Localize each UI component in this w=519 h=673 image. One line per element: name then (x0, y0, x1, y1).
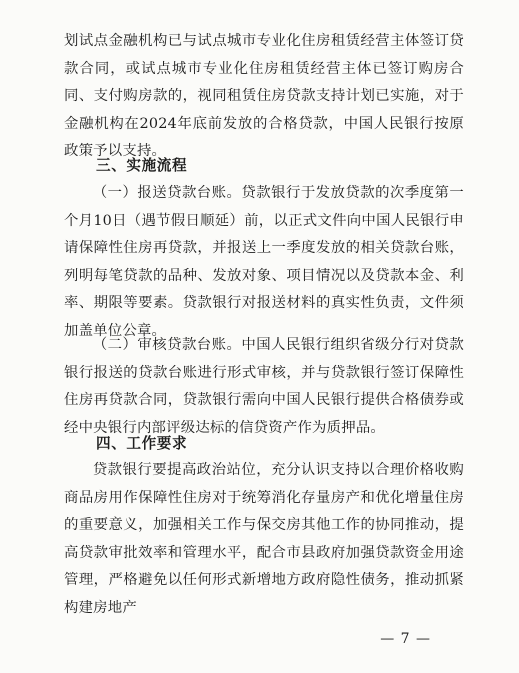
section-4-paragraph-1: 贷款银行要提高政治站位，充分认识支持以合理价格收购商品房用作保障性住房对于统筹消化存量房产和优化增量住房的重要意义，加强相关工作与保交房其他工作的协同推动，提高贷款审批效率和管理水平，配合市县政府加强贷款资金用途管理，严格避免以任何形式新增地方政府隐性债务，推动抓紧构建房地产 (64, 462, 464, 616)
section-3-paragraph-1: （一）报送贷款台账。贷款银行于发放贷款的次季度第一个月10日（遇节假日顺延）前，以正式文件向中国人民银行申请保障性住房再贷款，并报送上一季度发放的相关贷款台账，列明每笔贷款的品种、发放对象、项目情况以及贷款本金、利率、期限等要素。贷款银行对报送材料的真实性负责，文件须加盖单位公章。 (64, 185, 464, 339)
continuation-paragraph: 划试点金融机构已与试点城市专业化住房租赁经营主体签订贷款合同，或试点城市专业化住房租赁经营主体已签订购房合同、支付购房款的，视同租赁住房贷款支持计划已实施，对于金融机构在2024年底前发放的合格贷款，中国人民银行按原政策予以支持。 (64, 33, 464, 159)
page-number: — 7 — (380, 631, 431, 647)
section-4-heading: 四、工作要求 (96, 435, 188, 452)
section-3-paragraph-2: （二）审核贷款台账。中国人民银行组织省级分行对贷款银行报送的贷款台账进行形式审核，并与贷款银行签订保障性住房再贷款合同，贷款银行需向中国人民银行提供合格债券或经中央银行内部评级达标的信贷资产作为质押品。 (64, 337, 464, 436)
section-3-heading: 三、实施流程 (96, 157, 188, 174)
